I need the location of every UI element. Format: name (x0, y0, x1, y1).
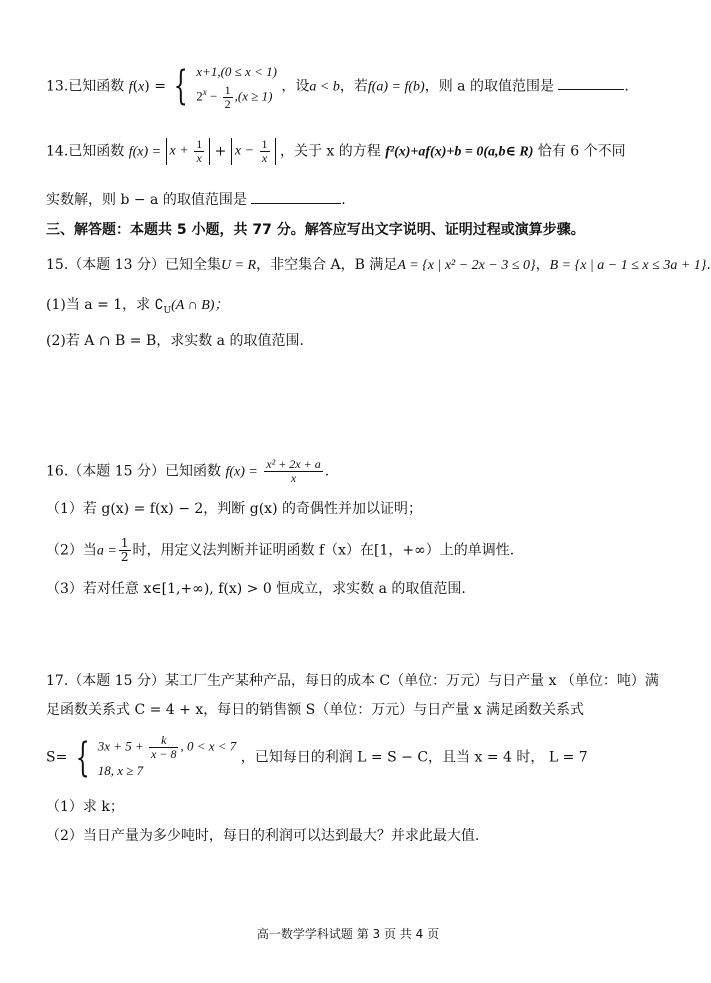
question-17-line1: 17.（本题 15 分）某工厂生产某种产品，每日的成本 C（单位：万元）与日产量 x （单位：吨）满 (46, 673, 659, 689)
question-14-line2: 实数解，则 b − a 的取值范围是 . (46, 187, 346, 211)
question-15: 15.（本题 13 分）已知全集U = R，非空集合 A，B 满足A = {x | x² − 2x − 3 ≤ 0}，B = {x | a − 1 ≤ x ≤ 3a + 1}. (46, 257, 711, 273)
question-15-part1: (1)当 a = 1，求 $∁_U(A$ ∩ B)； (46, 297, 229, 316)
answer-blank-14[interactable] (251, 187, 341, 204)
question-14: 14.已知函数 f(x) = x + $\frac{1}{x}$ + x − $\frac{1}{x}$ ，关于 x 的方程 f²(x)+af(x)+b = 0(a,b∈ R) 恰有 6 个不同 (46, 137, 626, 165)
section-3-heading: 三、解答题：本题共 5 小题，共 77 分。解答应写出文字说明、证明过程或演算步骤。 (46, 222, 585, 238)
question-13: 13.已知函数 f(x) = { x+1,(0 ≤ x < 1) $2^x$ − $\frac{1}{2}$ ,(x ≥ 1) ，设a < b，若f(a) = f(b)，则 a 的取值范围是 . (46, 63, 629, 111)
question-16: 16.（本题 15 分）已知函数 f(x) = $\frac{\text{x² + 2x + a}}{x}$ . (46, 457, 330, 485)
q13-piecewise: x+1,(0 ≤ x < 1) $2^x$ − $\frac{1}{2}$ ,(x ≥ 1) (196, 64, 277, 111)
question-16-part3: （3）若对任意 x∈[1,+∞), f(x) > 0 恒成立，求实数 a 的取值范围. (46, 581, 466, 597)
question-16-part1: （1）若 g(x) = f(x) − 2，判断 g(x) 的奇偶性并加以证明； (46, 501, 422, 517)
question-15-part2: (2)若 A ∩ B = B，求实数 a 的取值范围. (46, 333, 304, 349)
question-17-part2: （2）当日产量为多少吨时，每日的利润可以达到最大？并求此最大值. (46, 828, 480, 844)
question-17-part1: （1）求 k； (46, 799, 124, 815)
answer-blank-13[interactable] (558, 73, 624, 90)
page-footer: 高一数学学科试题 第 3 页 共 4 页 (256, 927, 440, 941)
question-16-part2: （2）当a = $\frac{1}{2}$ 时，用定义法判断并证明函数 f（x）在[1，+∞）上的单调性. (46, 536, 515, 564)
question-17-piecewise: S= { 3x + 5 + $\frac{k}{x - 8}$ , 0 < x < 7 18, x ≥ 7 ，已知每日的利润 L = S − C，且当 x = 4 时， L = 7 (46, 733, 588, 781)
question-17-line2: 足函数关系式 C = 4 + x，每日的销售额 S（单位：万元）与日产量 x 满足函数关系式 (46, 702, 585, 718)
